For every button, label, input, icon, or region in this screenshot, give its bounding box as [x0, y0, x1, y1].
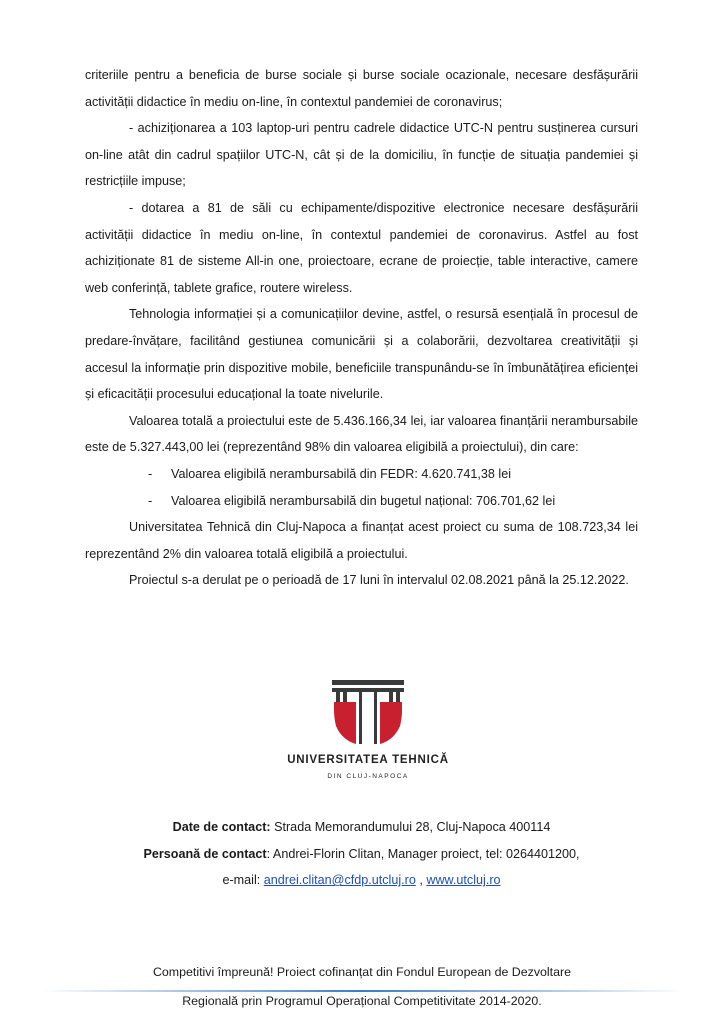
website-link[interactable]: www.utcluj.ro	[426, 873, 501, 888]
paragraph-rooms: - dotarea a 81 de săli cu echipamente/dispozitive electronice necesare desfășurării activității didactice în mediu on-line, în contextul pandemiei de coronavirus. Astfel au fost achiziționate 81 de sisteme All-in one, proiectoare, ecrane de proiecție, table interactive, camere web conferință, tablete grafice, routere wireless.	[85, 200, 638, 295]
bullet-marker: -	[148, 493, 153, 508]
contact-person-line	[85, 841, 638, 868]
contact-address-line	[85, 814, 638, 841]
list-item	[85, 488, 638, 515]
document-body	[85, 62, 638, 594]
paragraph-laptops: - achiziționarea a 103 laptop-uri pentru cadrele didactice UTC-N pentru susținerea cursuri on-line atât din cadrul spațiilor UTC-N, cât și de la domiciliu, în funcție de situația pandemiei și restricțiile impuse;	[85, 121, 638, 189]
contact-email-line	[85, 867, 638, 894]
utcn-emblem-icon	[332, 680, 404, 750]
list-item	[85, 461, 638, 488]
logo-university-name: UNIVERSITATEA TEHNICĂ	[287, 754, 449, 766]
contact-person-label: Persoană de contact	[143, 846, 267, 861]
bullet-text: Valoarea eligibilă nerambursabilă din bugetul național: 706.701,62 lei	[171, 493, 556, 508]
footer-line-1: Competitivi împreună! Proiect cofinanțat din Fondul European de Dezvoltare	[152, 965, 572, 979]
paragraph-ict: Tehnologia informației și a comunicațiilor devine, astfel, o resursă esențială în procesul de predare-învățare, facilitând gestiunea comunicării și a colaborării, dezvoltarea creativității și accesul la informație prin dispozitive mobile, beneficiile transpunându-se în îmbunătățirea eficienței și eficacității procesului educațional la toate nivelurile.	[85, 307, 638, 402]
paragraph-university-funding: Universitatea Tehnică din Cluj-Napoca a finanțat acest proiect cu suma de 108.723,34 lei reprezentând 2% din valoarea totală eligibilă a proiectului.	[85, 520, 638, 561]
footer-line-2: Regională prin Programul Operațional Competitivitate 2014-2020.	[182, 994, 542, 1008]
contact-block	[85, 814, 638, 894]
bullet-marker: -	[148, 466, 153, 481]
paragraph-duration: Proiectul s-a derulat pe o perioadă de 17 luni în intervalul 02.08.2021 până la 25.12.2022.	[129, 573, 629, 588]
contact-address-label: Date de contact:	[172, 820, 271, 834]
contact-person: : Andrei-Florin Clitan, Manager proiect, tel: 0264401200,	[266, 846, 580, 861]
funding-list	[85, 461, 638, 514]
bullet-text: Valoarea eligibilă nerambursabilă din FEDR: 4.620.741,38 lei	[171, 466, 512, 481]
paragraph-1: criteriile pentru a beneficia de burse sociale și burse sociale ocazionale, necesare desfășurării activității didactice în mediu on-line, în contextul pandemiei de coronavirus;	[85, 68, 638, 109]
logo-subtitle: DIN CLUJ-NAPOCA	[327, 773, 409, 780]
link-separator: ,	[415, 873, 427, 888]
university-logo	[270, 680, 466, 790]
paragraph-project-value: Valoarea totală a proiectului este de 5.436.166,34 lei, iar valoarea finanțării nerambursabile este de 5.327.443,00 lei (reprezentând 98% din valoarea eligibilă a proiectului), din care:	[85, 413, 638, 455]
email-link[interactable]: andrei.clitan@cfdp.utcluj.ro	[263, 873, 416, 888]
contact-address: Strada Memorandumului 28, Cluj-Napoca 400114	[270, 820, 551, 834]
email-prefix: e-mail:	[222, 873, 264, 888]
